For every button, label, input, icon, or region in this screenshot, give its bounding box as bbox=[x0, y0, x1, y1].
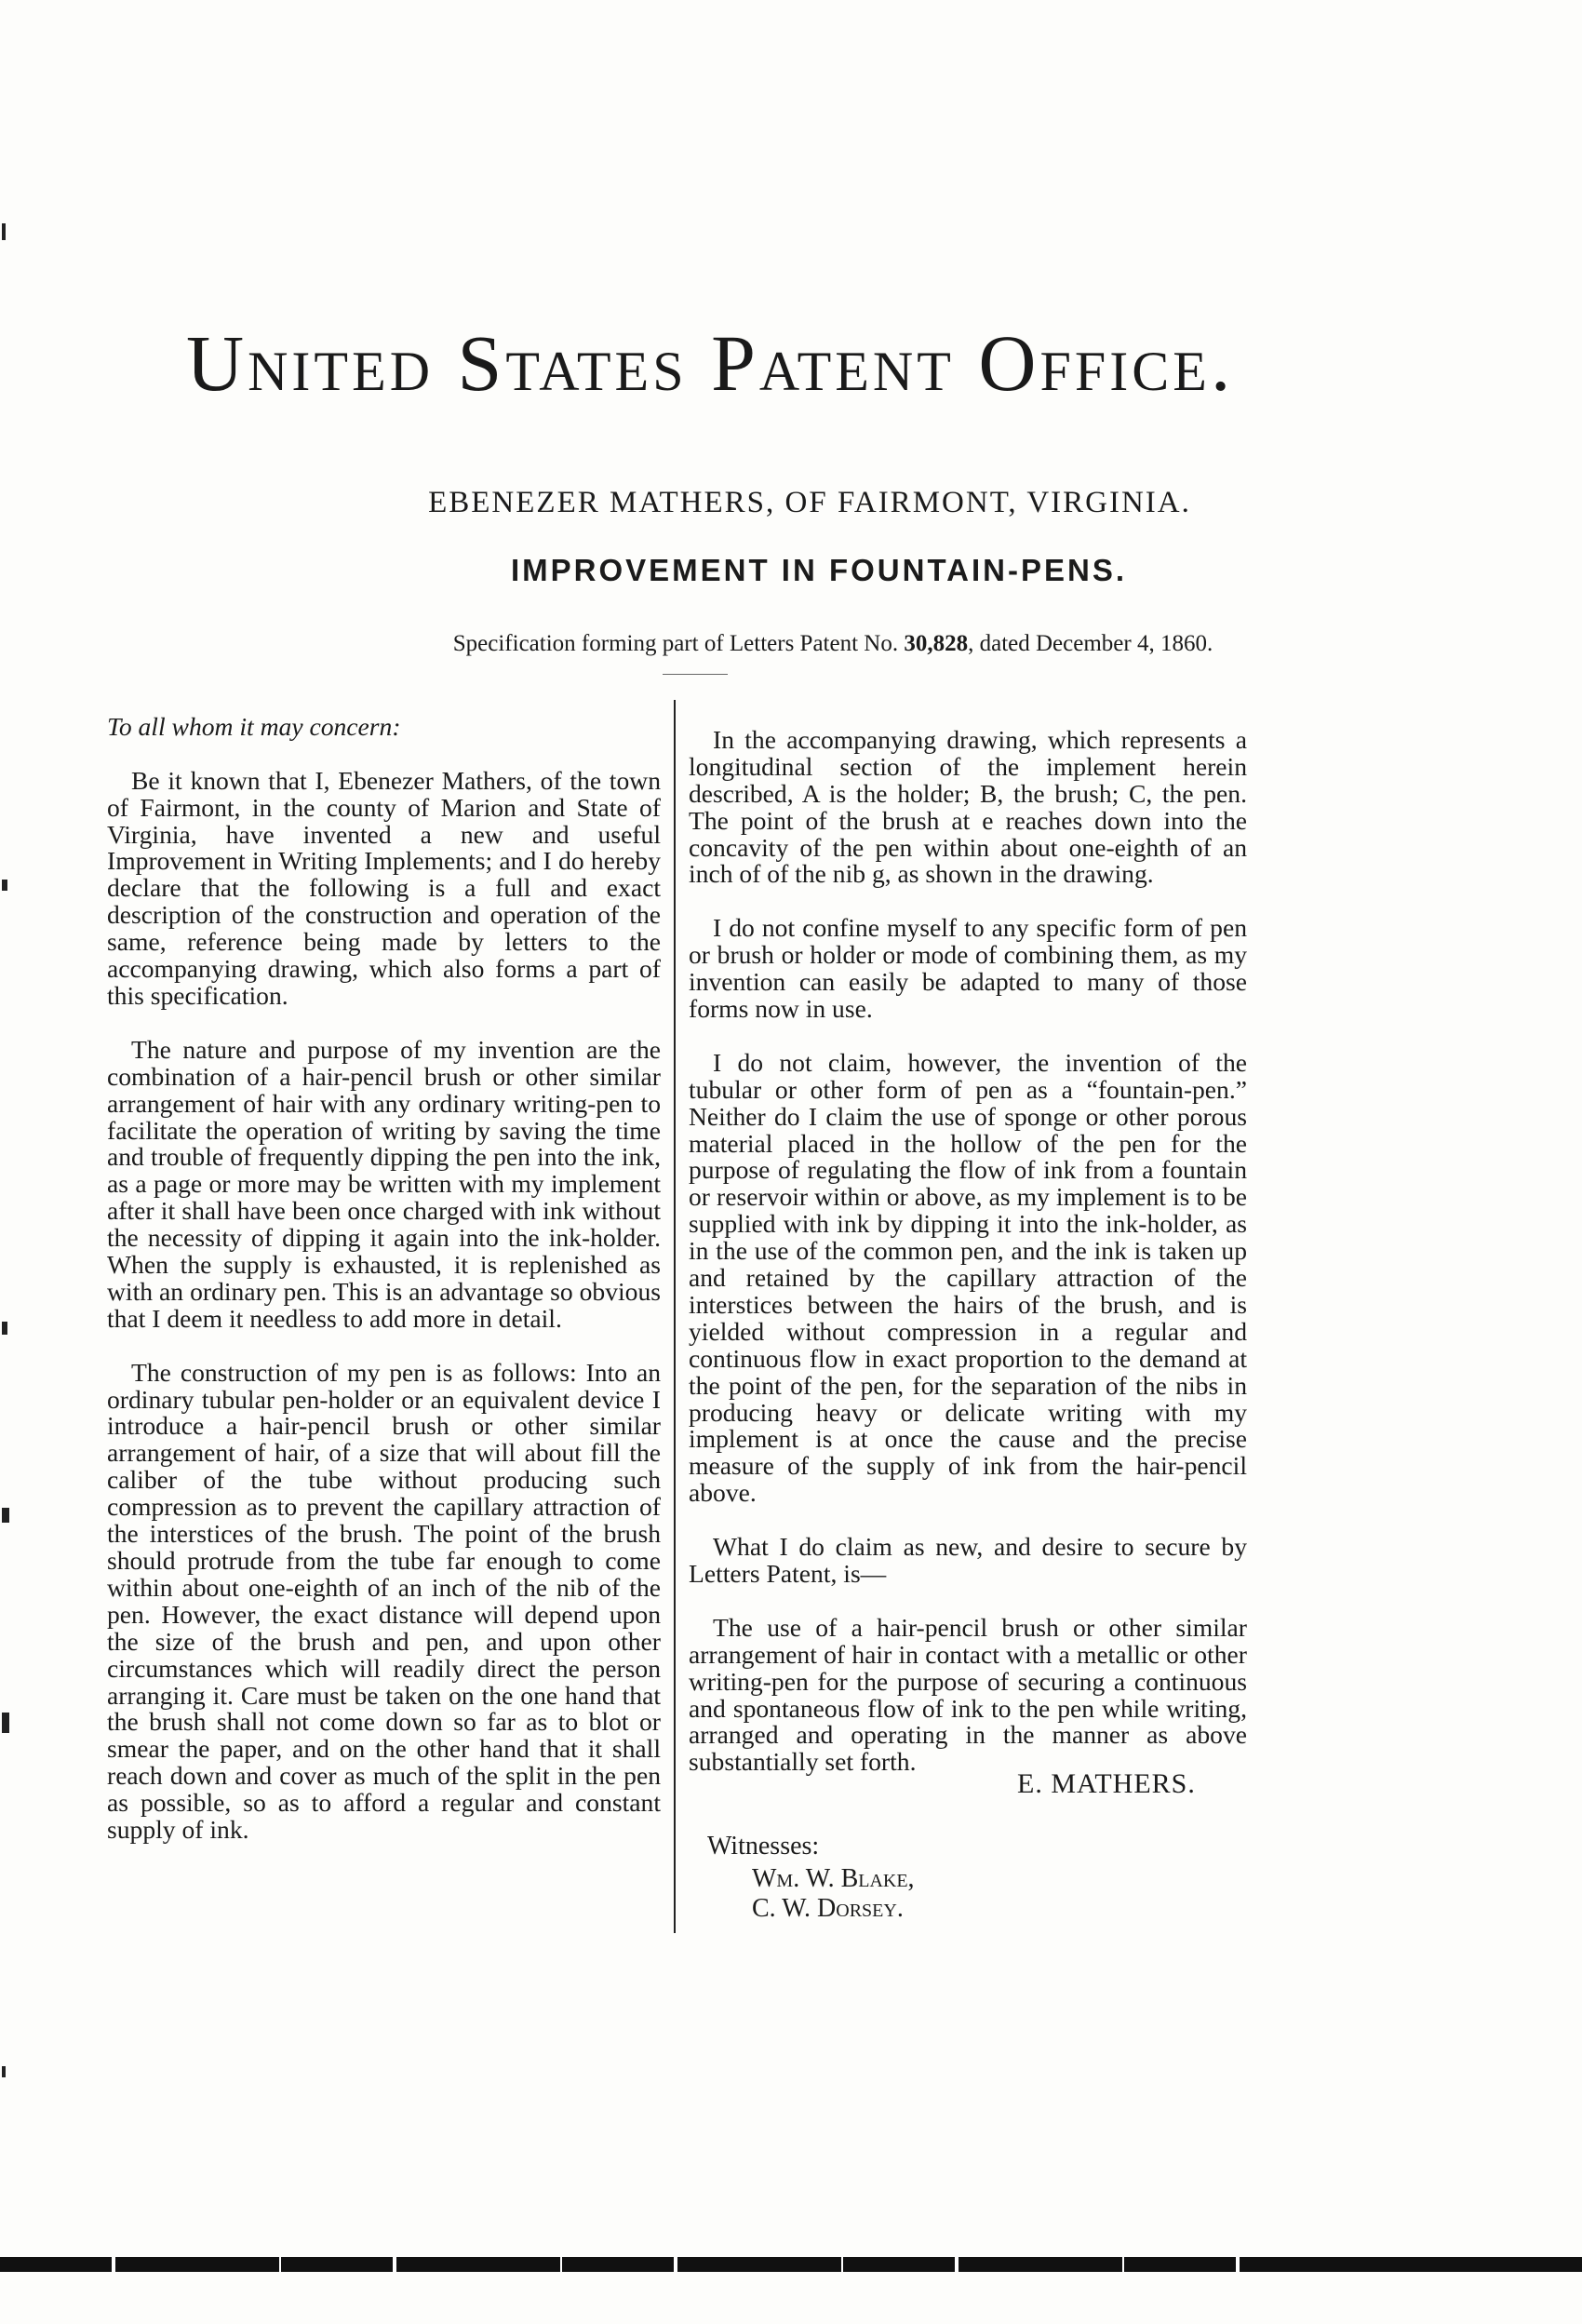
witness-name: Wm. W. Blake, bbox=[752, 1864, 915, 1893]
specification-line bbox=[0, 631, 1582, 657]
scan-edge-mark bbox=[2, 1322, 7, 1335]
right-column bbox=[689, 700, 1247, 1803]
scan-edge-mark bbox=[2, 1713, 9, 1733]
paragraph: The construction of my pen is as follows: Into an ordinary tubular pen-holder or an equivalent device I introduce a hair-pencil brush or other similar arrangement of hair, of a size that will about fill the caliber of the tube without producing such compression as to prevent the capillary attraction of the interstices of the brush. The point of the brush should protrude from the tube far enough to come within about one-eighth of an inch of the nib of the pen. However, the exact distance will depend upon the size of the brush and pen, and upon other circumstances which will readily direct the person arranging it. Care must be taken on the one hand that the brush shall not come down so far as to blot or smear the paper, and on the other hand that it shall reach down and cover as much of the split in the pen as possible, so as to afford a regular and constant supply of ink. bbox=[107, 1357, 661, 1845]
inventor-line: EBENEZER MATHERS, OF FAIRMONT, VIRGINIA. bbox=[428, 486, 1191, 519]
paragraph: What I do claim as new, and desire to secure by Letters Patent, is— bbox=[689, 1532, 1247, 1588]
witnesses-label: Witnesses: bbox=[707, 1832, 820, 1861]
scan-edge-mark bbox=[2, 880, 7, 891]
claim-paragraph: The use of a hair-pencil brush or other similar arrangement of hair in contact with a metallic or other writing-pen for the purpose of securing a continuous and spontaneous flow of ink to the pen while writing, arranged and operating in the manner as above substantially set forth. bbox=[689, 1612, 1247, 1777]
invention-title: IMPROVEMENT IN FOUNTAIN-PENS. bbox=[510, 553, 1128, 587]
office-title: United States Patent Office. bbox=[186, 318, 1235, 408]
left-column bbox=[107, 687, 661, 1871]
salutation: To all whom it may concern: bbox=[107, 711, 401, 741]
witness-name: C. W. Dorsey. bbox=[752, 1894, 904, 1923]
scan-edge-bar bbox=[0, 2257, 1387, 2272]
scan-edge-mark bbox=[2, 1508, 9, 1523]
header-rule bbox=[663, 674, 728, 675]
paragraph: The nature and purpose of my invention are the combination of a hair-pencil brush or other similar arrangement of hair with any ordinary writing-pen to facilitate the operation of writing by saving the time and trouble of frequently dipping the pen into the ink, as a page or more may be written with my implement after it shall have been once charged with ink without the necessity of dipping it again into the ink-holder. When the supply is exhausted, it is replenished as with an ordinary pen. This is an advantage so obvious that I deem it needless to add more in detail. bbox=[107, 1034, 661, 1333]
scan-edge-bar bbox=[1387, 2257, 1582, 2272]
column-divider bbox=[674, 700, 676, 1933]
paragraph: I do not claim, however, the invention of the tubular or other form of pen as a “fountain-pen.” Neither do I claim the use of sponge or other porous material placed in the hollow of the pen for the purpose of regulating the flow of ink from a fountain or reservoir within or above, as my implement is to be supplied with ink by dipping it into the ink-holder, as in the use of the common pen, and the ink is taken up and retained by the capillary attraction of the interstices between the hairs of the brush, and is yielded without compression in a regular and continuous flow in exact proportion to the demand at the point of the pen, for the separation of the nibs in producing heavy or delicate writing with my implement is at once the cause and the precise measure of the supply of ink from the hair-pencil above. bbox=[689, 1047, 1247, 1508]
scan-edge-mark bbox=[2, 223, 6, 240]
paragraph: Be it known that I, Ebenezer Mathers, of the town of Fairmont, in the county of Marion and State of Virginia, have invented a new and useful Improvement in Writing Implements; and I do hereby declare that the following is a full and exact description of the construction and operation of the same, reference being made by letters to the accompanying drawing, which also forms a part of this specification. bbox=[107, 765, 661, 1010]
spec-suffix: , dated December 4, 1860. bbox=[968, 631, 1213, 656]
scan-edge-mark bbox=[2, 2066, 6, 2077]
paragraph: In the accompanying drawing, which represents a longitudinal section of the implement herein described, A is the holder; B, the brush; C, the pen. The point of the brush at e reaches down into the concavity of the pen within about one-eighth of an inch of of the nib g, as shown in the drawing. bbox=[689, 724, 1247, 889]
spec-prefix: Specification forming part of Letters Patent No. bbox=[452, 631, 899, 656]
paragraph: I do not confine myself to any specific form of pen or brush or holder or mode of combining them, as my invention can easily be adapted to many of those forms now in use. bbox=[689, 913, 1247, 1023]
patent-number: 30,828 bbox=[904, 631, 969, 656]
inventor-signature: E. MATHERS. bbox=[1017, 1768, 1196, 1799]
